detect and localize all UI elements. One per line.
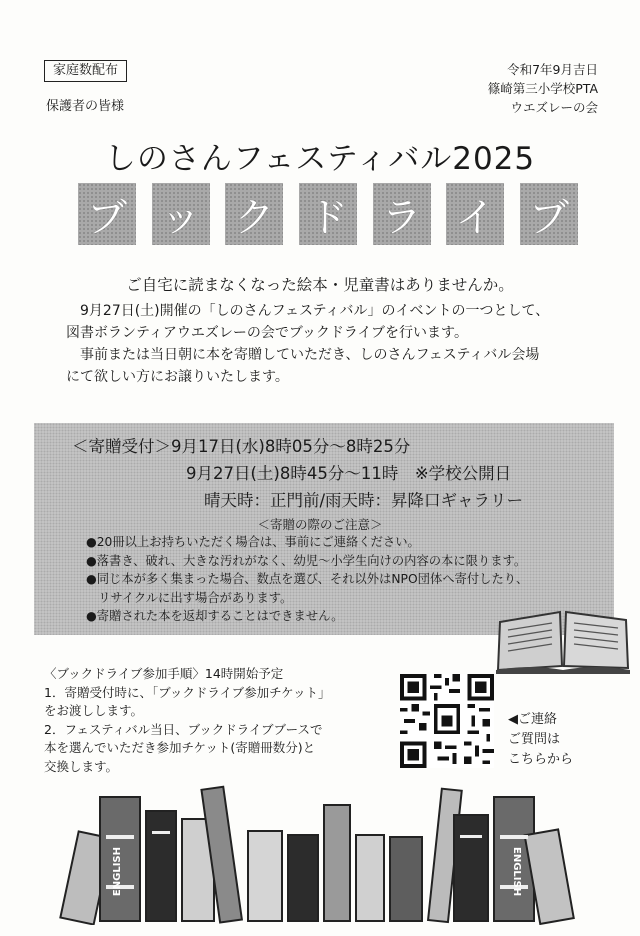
intro-paragraph-2 — [66, 344, 626, 388]
step-line: 本を選んでいただき参加チケット(寄贈冊数分)と — [44, 740, 316, 756]
participation-steps — [44, 665, 374, 777]
note-item: ●寄贈された本を返却することはできません。 — [86, 609, 344, 624]
organization: 篠崎第三小学校PTA — [487, 81, 598, 96]
book-drive-banner — [78, 183, 578, 245]
contact-line: ◀ご連絡 — [508, 712, 557, 727]
addressee: 保護者の皆様 — [46, 99, 125, 114]
banner-char: イ — [446, 183, 504, 245]
open-book-illustration — [494, 604, 632, 674]
page-title: しのさんフェスティバル2025 — [104, 141, 536, 177]
banner-char: ブ — [78, 183, 136, 245]
banner-char: ラ — [373, 183, 431, 245]
contact-line: ご質問は — [508, 732, 561, 747]
book-spine-label: ENGLISH — [511, 847, 522, 897]
banner-char: ブ — [520, 183, 578, 245]
contact-line: こちらから — [508, 752, 574, 767]
distribution-tag: 家庭数配布 — [44, 60, 127, 82]
qr-code-icon[interactable] — [400, 674, 494, 768]
notes-list — [86, 533, 528, 626]
step-line: 2．フェスティバル当日、ブックドライブブースで — [44, 721, 323, 737]
intro-paragraph-1 — [66, 300, 626, 344]
issue-date: 令和7年9月吉日 — [507, 62, 598, 77]
banner-char: ド — [299, 183, 357, 245]
step-line: 交換します。 — [44, 758, 119, 774]
reception-line-3: 晴天時：正門前/雨天時：昇降口ギャラリー — [204, 491, 524, 510]
group-name: ウエズレーの会 — [510, 100, 598, 115]
note-item: ●落書き、破れ、大きな汚れがなく、幼児～小学生向けの内容の本に限ります。 — [86, 553, 527, 568]
note-item: ●同じ本が多く集まった場合、数点を選び、それ以外はNPO団体へ寄付したり、 — [86, 572, 529, 587]
reception-line-1: ＜寄贈受付＞9月17日(水)8時05分～8時25分 — [72, 437, 411, 456]
step-line: 1．寄贈受付時に、「ブックドライブ参加チケット」 — [44, 684, 331, 700]
sender-block — [488, 60, 598, 117]
note-item: ●20冊以上お持ちいただく場合は、事前にご連絡ください。 — [86, 535, 420, 549]
steps-title: 〈ブックドライブ参加手順〉14時開始予定 — [44, 666, 284, 681]
intro-p2-line1: 事前または当日朝に本を寄贈していただき、しのさんフェスティバル会場 — [80, 347, 540, 363]
note-item: リサイクルに出す場合があります。 — [98, 590, 293, 605]
notes-title: ＜寄贈の際のご注意＞ — [257, 517, 383, 532]
bookshelf-illustration — [50, 775, 590, 925]
reception-line-2: 9月27日(土)8時45分～11時 ※学校公開日 — [186, 464, 512, 483]
step-line: をお渡しします。 — [44, 703, 144, 719]
contact-note — [508, 710, 573, 770]
book-spine-label: ENGLISH — [112, 847, 123, 897]
intro-p1-line1: 9月27日(土)開催の「しのさんフェスティバル」のイベントの一つとして、 — [80, 303, 550, 319]
intro-lead: ご自宅に読まなくなった絵本・児童書はありませんか。 — [126, 276, 514, 294]
intro-p1-line2: 図書ボランティアウエズレーの会でブックドライブを行います。 — [66, 325, 468, 341]
banner-char: ク — [225, 183, 283, 245]
banner-char: ッ — [152, 183, 210, 245]
intro-p2-line2: にて欲しい方にお譲りいたします。 — [66, 369, 289, 385]
